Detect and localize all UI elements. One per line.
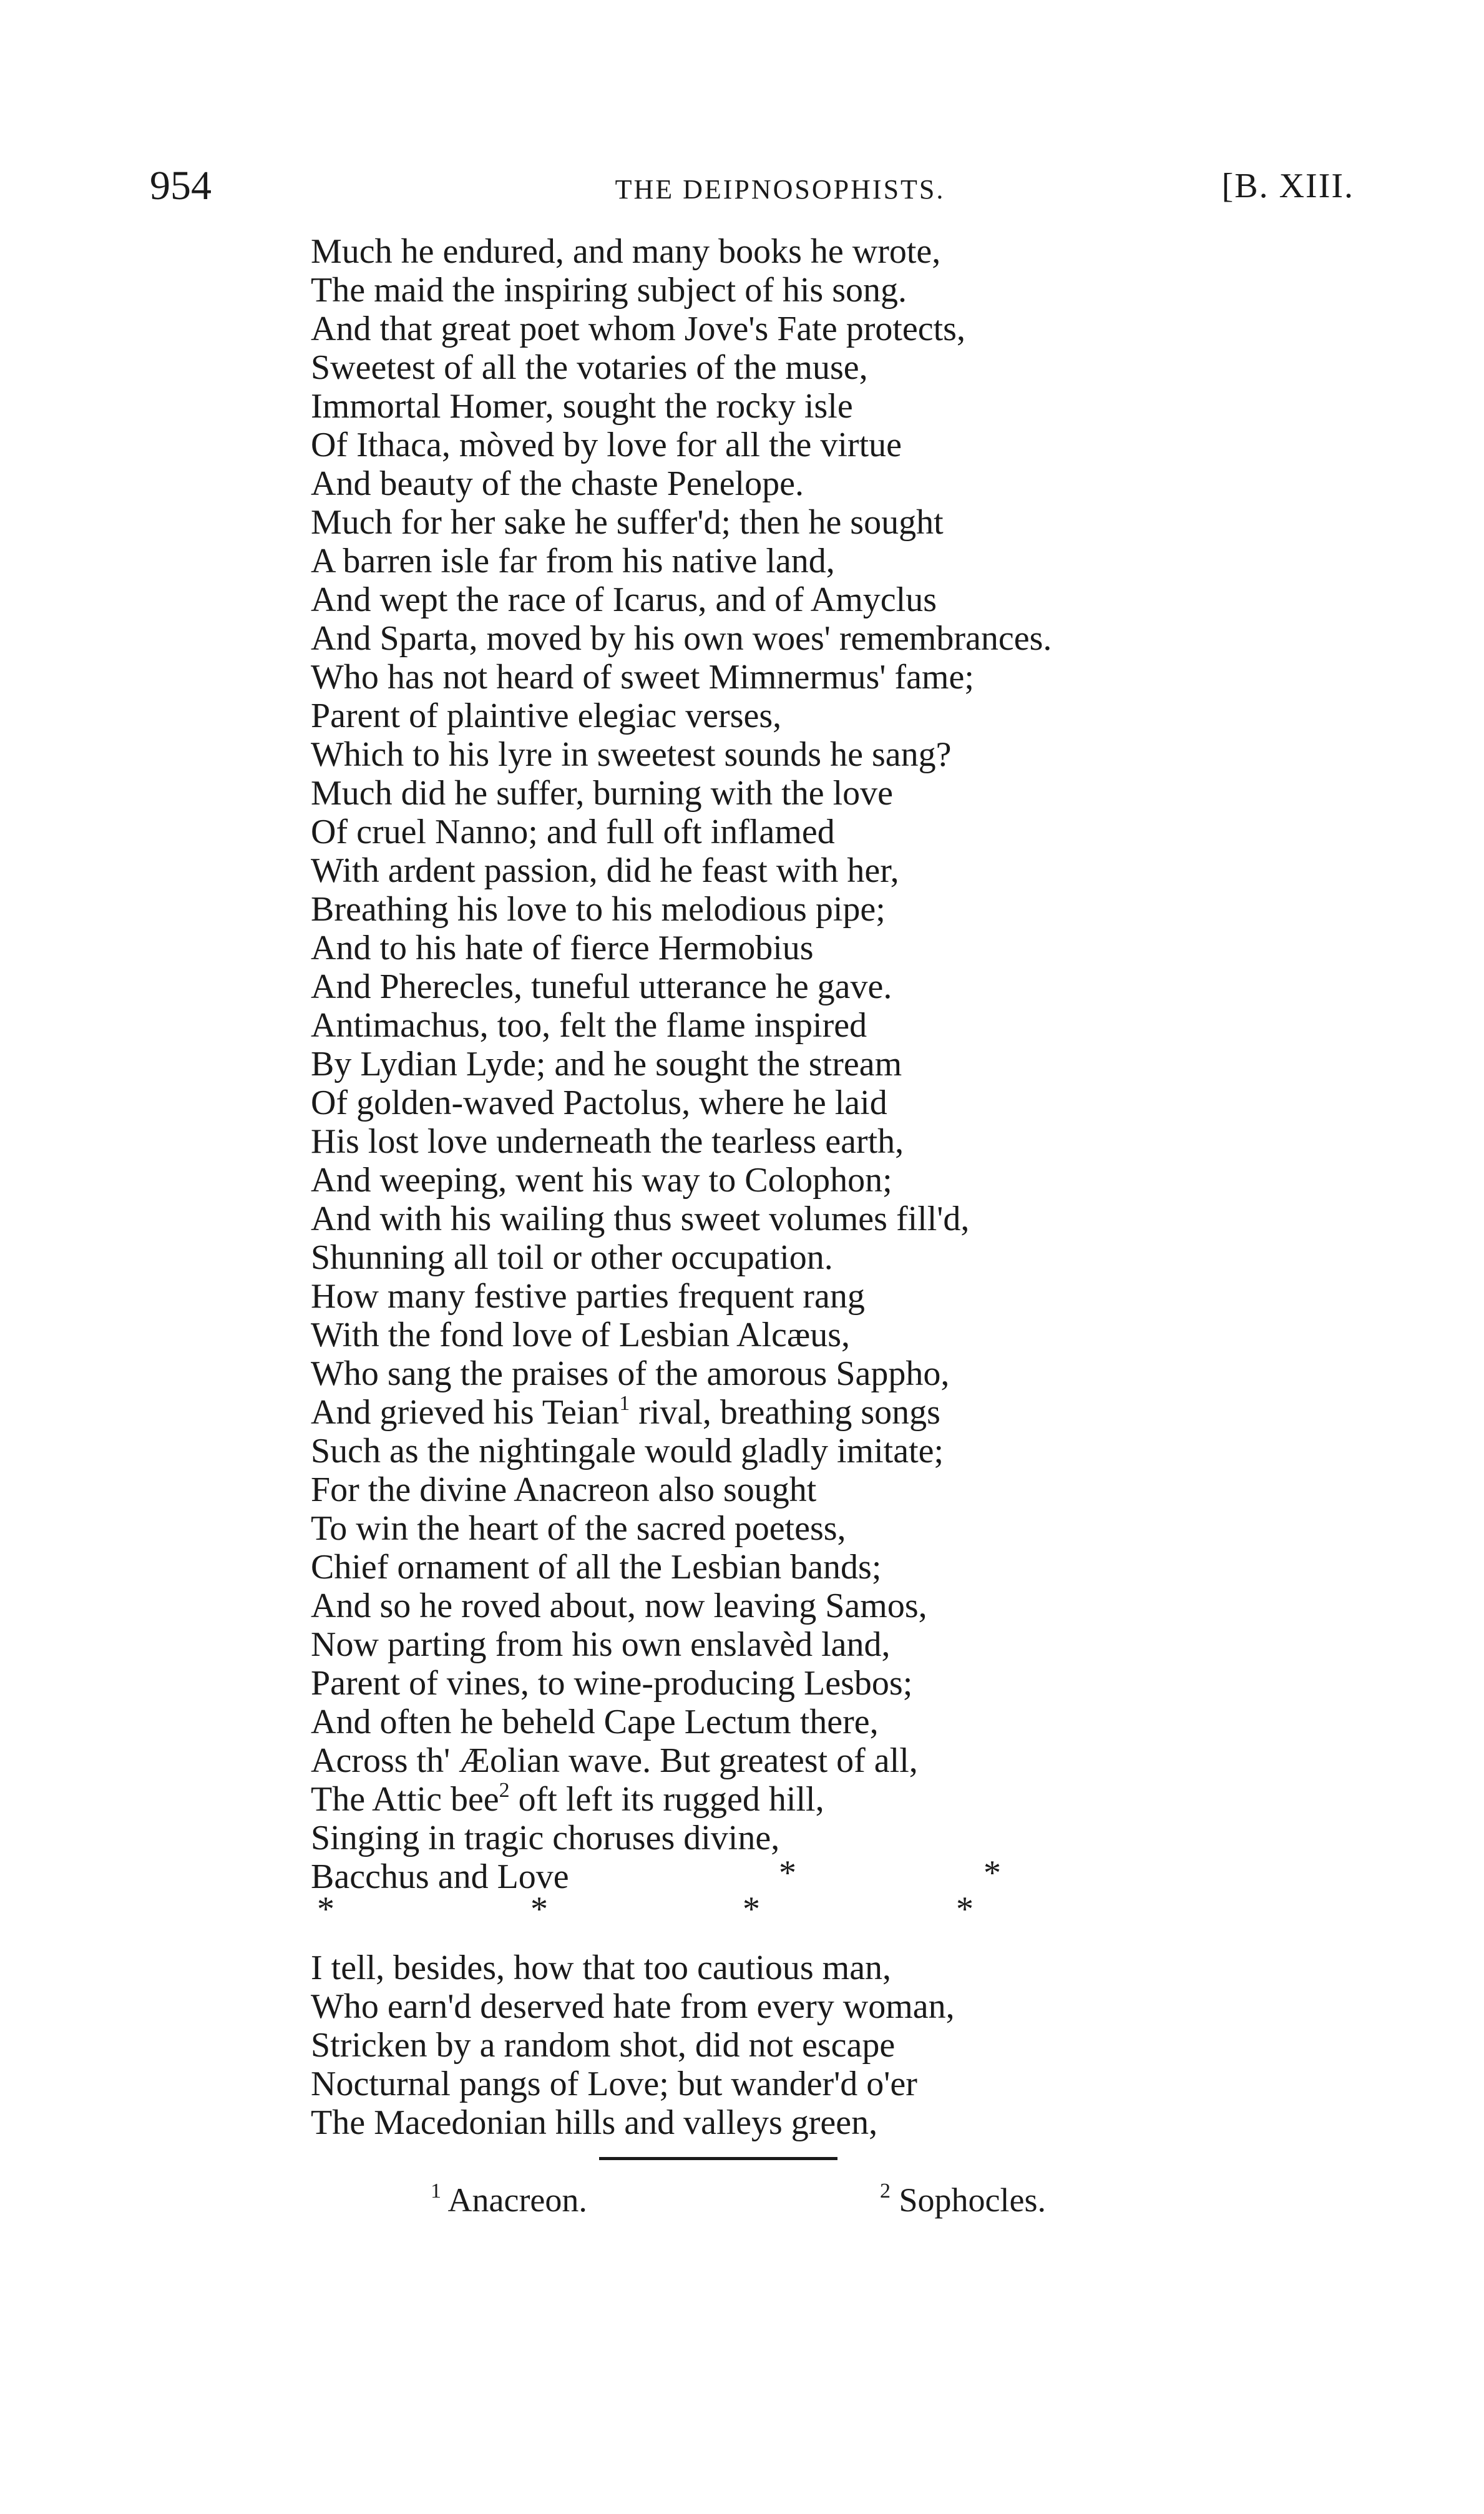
page-number: 954 [150, 163, 212, 208]
poem-lines-part2 [311, 1432, 1284, 1780]
poem-line: And beauty of the chaste Penelope. [311, 464, 804, 503]
poem-line: Shunning all toil or other occupation. [311, 1238, 833, 1277]
lacuna-asterisk: * [779, 1854, 796, 1892]
poem-line: And often he beheld Cape Lectum there, [311, 1703, 879, 1741]
book-section-mark: [B. XIII. [1221, 167, 1354, 205]
footnote-text: Anacreon. [441, 2181, 587, 2219]
poem-lines-part4 [311, 1949, 1284, 2142]
poem-line-text: And grieved his Teian [311, 1393, 620, 1432]
page-header [150, 161, 1354, 211]
lacuna-asterisk: * [984, 1854, 1001, 1892]
poem-line: Such as the nightingale would gladly imitate; [311, 1432, 944, 1470]
footnote-2 [880, 2178, 1046, 2222]
footnotes [431, 2178, 1117, 2222]
poem-line: Much for her sake he suffer'd; then he sought [311, 503, 944, 542]
footnote-ref-2: 2 [499, 1779, 510, 1802]
poem-line: For the divine Anacreon also sought [311, 1470, 817, 1509]
poem-line: Now parting from his own enslavèd land, [311, 1625, 891, 1664]
footnote-1 [431, 2178, 587, 2222]
poem-lines-part1 [311, 232, 1284, 1393]
poem-line-attic-bee [311, 1780, 1284, 1819]
poem-line: Of Ithaca, mòved by love for all the virtue [311, 426, 902, 464]
footnote-mark: 2 [880, 2179, 891, 2203]
poem-line: Singing in tragic choruses divine, [311, 1819, 780, 1857]
poem-line: And wept the race of Icarus, and of Amyclus [311, 580, 937, 619]
poem-line: And that great poet whom Jove's Fate protects, [311, 310, 965, 348]
poem-line: Parent of vines, to wine-producing Lesbos; [311, 1664, 913, 1703]
footnote-text: Sophocles. [891, 2181, 1046, 2219]
poem-line: Of cruel Nanno; and full oft inflamed [311, 813, 835, 851]
poem-lines-part3 [311, 1819, 1284, 1857]
poem-line: And weeping, went his way to Colophon; [311, 1161, 892, 1200]
poem-line: How many festive parties frequent rang [311, 1277, 865, 1316]
poem-line: His lost love underneath the tearless earth, [311, 1122, 904, 1161]
poem-line: To win the heart of the sacred poetess, [311, 1509, 846, 1548]
poem-line: Nocturnal pangs of Love; but wander'd o'er [311, 2065, 917, 2103]
poem-line: Which to his lyre in sweetest sounds he sang? [311, 735, 952, 774]
poem-line: Stricken by a random shot, did not escape [311, 2026, 896, 2065]
poem-line: Antimachus, too, felt the flame inspired [311, 1006, 867, 1045]
poem-line: With the fond love of Lesbian Alcæus, [311, 1316, 851, 1354]
poem-line: The Macedonian hills and valleys green, [311, 2103, 878, 2142]
poem-line: Breathing his love to his melodious pipe; [311, 890, 886, 929]
poem-line: Of golden-waved Pactolus, where he laid [311, 1083, 887, 1122]
poem-line: Parent of plaintive elegiac verses, [311, 697, 782, 735]
poem-line: Chief ornament of all the Lesbian bands; [311, 1548, 882, 1587]
poem-line: Who has not heard of sweet Mimnermus' fame; [311, 658, 974, 697]
lacuna-asterisk: * [743, 1890, 760, 1929]
poem-line: Who sang the praises of the amorous Sappho, [311, 1354, 950, 1393]
poem-line-bacchus [311, 1854, 1284, 1896]
poem-line-text: rival, breathing songs [630, 1393, 940, 1432]
poem-line: And so he roved about, now leaving Samos, [311, 1587, 927, 1625]
poem-line-teian [311, 1393, 1284, 1432]
lacuna-asterisk: * [530, 1890, 548, 1929]
poem-line: The maid the inspiring subject of his song. [311, 271, 907, 310]
poem-line: Sweetest of all the votaries of the muse, [311, 348, 868, 387]
poem-line: Who earn'd deserved hate from every woman, [311, 1987, 955, 2026]
poem-line: And to his hate of fierce Hermobius [311, 929, 814, 967]
poem-line-text: Bacchus and Love [311, 1857, 569, 1896]
poem-line: I tell, besides, how that too cautious man, [311, 1949, 892, 1987]
poem-line: By Lydian Lyde; and he sought the stream [311, 1045, 902, 1083]
poem-line: A barren isle far from his native land, [311, 542, 835, 580]
lacuna-asterisk-row [311, 1890, 1284, 1935]
poem-line: And with his wailing thus sweet volumes fill'd, [311, 1200, 970, 1238]
poem-text [311, 232, 1284, 2142]
lacuna-asterisk: * [956, 1890, 974, 1929]
footnote-ref-1: 1 [619, 1392, 630, 1415]
footnote-mark: 1 [431, 2179, 441, 2203]
poem-line: Much he endured, and many books he wrote, [311, 232, 941, 271]
poem-line-text: The Attic bee [311, 1780, 499, 1819]
poem-line: With ardent passion, did he feast with her, [311, 851, 899, 890]
poem-line-text: oft left its rugged hill, [509, 1780, 824, 1819]
stanza-gap [311, 1935, 1284, 1949]
lacuna-asterisk: * [317, 1890, 334, 1929]
footnote-rule [599, 2157, 837, 2160]
poem-line: And Pherecles, tuneful utterance he gave. [311, 967, 892, 1006]
poem-line: Immortal Homer, sought the rocky isle [311, 387, 853, 426]
poem-line: Much did he suffer, burning with the love [311, 774, 893, 813]
running-title: THE DEIPNOSOPHISTS. [615, 174, 945, 205]
poem-line: Across th' Æolian wave. But greatest of all, [311, 1741, 918, 1780]
poem-line: And Sparta, moved by his own woes' remembrances. [311, 619, 1052, 658]
